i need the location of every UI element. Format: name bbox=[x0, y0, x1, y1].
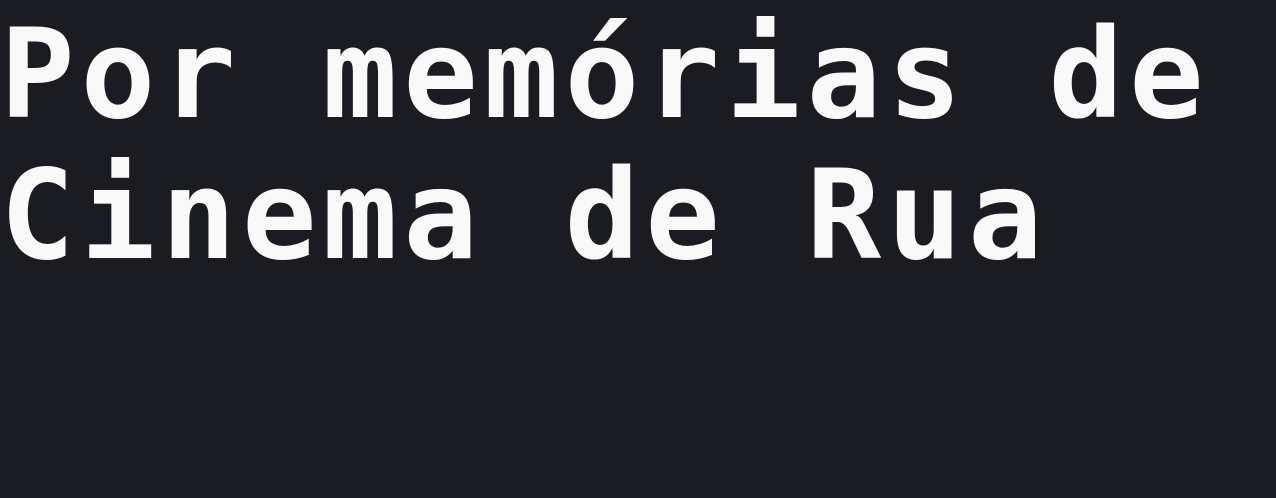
page-title bbox=[0, 5, 1276, 287]
page-title-line-1: Por memórias de bbox=[0, 3, 1210, 147]
page-title-line-2: Cinema de Rua bbox=[0, 144, 1049, 288]
